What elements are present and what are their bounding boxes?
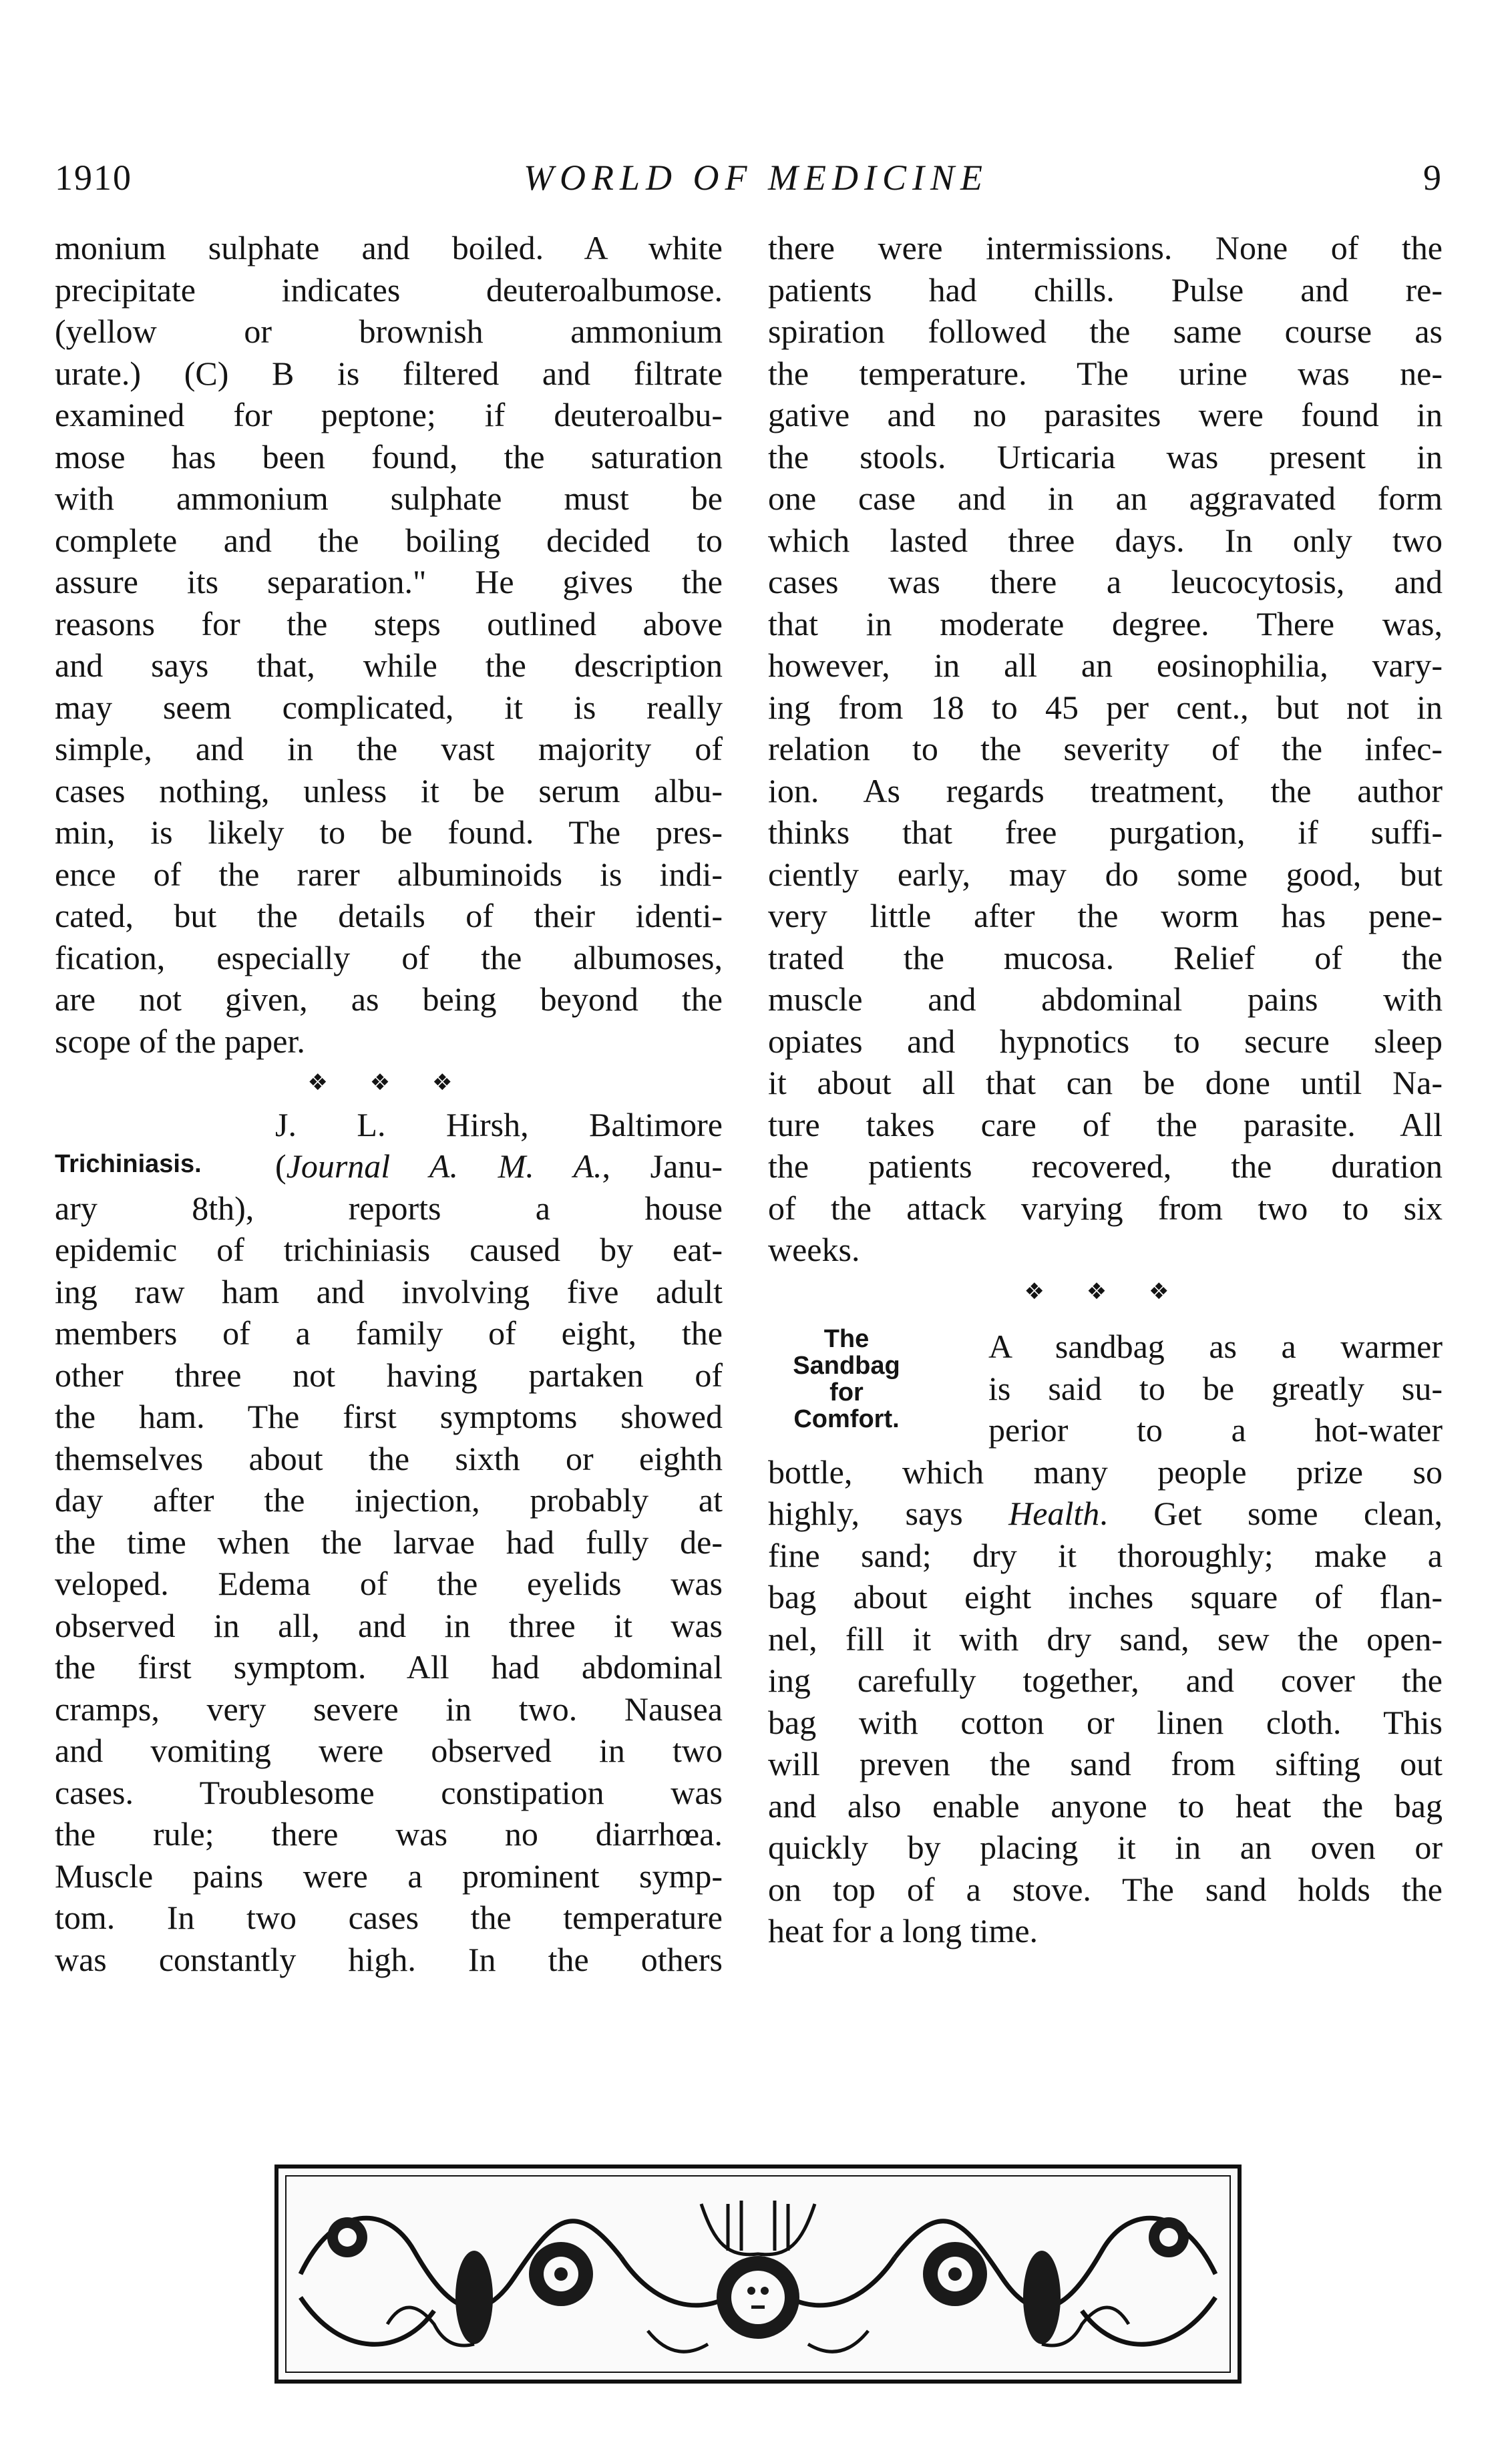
journal-name: Journal A. M. A.: [286, 1147, 602, 1185]
text-line: patients had chills. Pulse and re-: [768, 270, 1443, 309]
text-line: observed in all, and in three it was: [55, 1606, 723, 1644]
text-line: heat for a long time.: [768, 1912, 1038, 1949]
text-line: reasons for the steps outlined above: [55, 604, 723, 642]
sandbag-intro-line: A sandbag as a warmer: [988, 1328, 1443, 1365]
text-line: cases was there a leucocytosis, and: [768, 563, 1443, 600]
text-line: nel, fill it with dry sand, sew the open-: [768, 1620, 1443, 1658]
sandbag-body: [768, 1535, 1443, 1952]
text-line: ture takes care of the parasite. All: [768, 1105, 1443, 1143]
text-line: one case and in an aggravated form: [768, 480, 1443, 517]
text-line: mose has been found, the saturation: [55, 437, 723, 476]
trichiniasis-author-line: J. L. Hirsh, Baltimore: [275, 1105, 723, 1143]
text-line: urate.) (C) B is filtered and filtrate: [55, 354, 723, 392]
sandbag-body-line: bottle, which many people prize so: [768, 1453, 1443, 1491]
trichiniasis-continued-paragraph: [768, 227, 1443, 1271]
header-journal-title: WORLD OF MEDICINE: [524, 158, 988, 198]
text-line: cases nothing, unless it be serum albu-: [55, 771, 723, 809]
text-line: veloped. Edema of the eyelids was: [55, 1565, 723, 1602]
trichiniasis-citation-line: [275, 1145, 723, 1187]
text-line: ciently early, may do some good, but: [768, 855, 1443, 893]
text-line: themselves about the sixth or eighth: [55, 1439, 723, 1477]
text-line: gative and no parasites were found in: [768, 396, 1443, 433]
text-line: monium sulphate and boiled. A white: [55, 229, 723, 266]
text-line: relation to the severity of the infec-: [768, 730, 1443, 767]
text-line: the ham. The first symptoms showed: [55, 1398, 723, 1435]
sandbag-body-line: [768, 1493, 1443, 1535]
text-line: very little after the worm has pene-: [768, 897, 1443, 934]
text-line: on top of a stove. The sand holds the: [768, 1870, 1443, 1908]
left-column: [55, 227, 723, 1980]
urine-analysis-paragraph: [55, 227, 723, 1062]
source-journal-name: Health: [1008, 1495, 1100, 1532]
text-line: assure its separation." He gives the: [55, 563, 723, 600]
text-line: the time when the larvae had fully de-: [55, 1523, 723, 1561]
text-line: scope of the paper.: [55, 1022, 305, 1060]
decorative-tailpiece-ornament: [274, 2164, 1242, 2384]
text-line: and vomiting were observed in two: [55, 1732, 723, 1769]
text-line: ary 8th), reports a house: [55, 1189, 723, 1227]
text-fragment: highly, says: [768, 1495, 1009, 1532]
text-line: muscle and abdominal pains with: [768, 980, 1443, 1018]
text-line: epidemic of trichiniasis caused by eat-: [55, 1231, 723, 1268]
text-line: cated, but the details of their identi-: [55, 897, 723, 934]
trichiniasis-side-heading: Trichiniasis.: [55, 1149, 202, 1178]
text-line: the stools. Urticaria was present in: [768, 437, 1443, 476]
header-year: 1910: [55, 158, 132, 198]
text-line: cramps, very severe in two. Nausea: [55, 1690, 723, 1728]
text-line: there were intermissions. None of the: [768, 229, 1443, 266]
text-line: quickly by placing it in an oven or: [768, 1829, 1443, 1866]
text-line: cases. Troublesome constipation was: [55, 1773, 723, 1811]
sandbag-heading-line: The: [823, 1325, 870, 1353]
section-divider-ornament: ❖ ❖ ❖: [307, 1069, 470, 1096]
text-line: ing from 18 to 45 per cent., but not in: [768, 688, 1443, 726]
text-line: ing raw ham and involving five adult: [55, 1272, 723, 1310]
text-line: fication, especially of the albumoses,: [55, 938, 723, 976]
text-line: will preven the sand from sifting out: [768, 1745, 1443, 1782]
sandbag-heading-line: for: [829, 1378, 864, 1406]
text-line: the rule; there was no diarrhœa.: [55, 1815, 723, 1853]
text-line: ing carefully together, and cover the: [768, 1662, 1443, 1699]
text-line: was constantly high. In the others: [55, 1940, 723, 1978]
text-line: day after the injection, probably at: [55, 1481, 723, 1519]
citation-continuation: , Janu-: [602, 1147, 723, 1185]
text-line: with ammonium sulphate must be: [55, 480, 723, 517]
text-line: and also enable anyone to heat the bag: [768, 1787, 1443, 1825]
text-line: complete and the boiling decided to: [55, 521, 723, 559]
sandbag-heading-line: Sandbag: [793, 1352, 900, 1380]
text-line: that in moderate degree. There was,: [768, 604, 1443, 642]
sandbag-article: [768, 1326, 1443, 1952]
text-line: min, is likely to be found. The pres-: [55, 813, 723, 851]
citation-paren: (: [275, 1147, 287, 1185]
right-column: [768, 227, 1443, 1952]
text-line: bag with cotton or linen cloth. This: [768, 1703, 1443, 1741]
text-line: examined for peptone; if deuteroalbu-: [55, 396, 723, 433]
text-line: opiates and hypnotics to secure sleep: [768, 1022, 1443, 1060]
text-fragment: . Get some clean,: [1099, 1495, 1443, 1532]
text-line: fine sand; dry it thoroughly; make a: [768, 1536, 1443, 1574]
text-line: ence of the rarer albuminoids is indi-: [55, 855, 723, 893]
text-line: (yellow or brownish ammonium: [55, 313, 723, 350]
trichiniasis-article: [55, 1104, 723, 1981]
text-line: may seem complicated, it is really: [55, 688, 723, 726]
section-divider-ornament-2: ❖ ❖ ❖: [1024, 1278, 1187, 1305]
text-line: tom. In two cases the temperature: [55, 1899, 723, 1936]
text-line: the first symptom. All had abdominal: [55, 1648, 723, 1686]
text-line: thinks that free purgation, if suffi-: [768, 813, 1443, 851]
text-line: members of a family of eight, the: [55, 1314, 723, 1352]
text-line: it about all that can be done until Na-: [768, 1064, 1443, 1101]
text-line: other three not having partaken of: [55, 1356, 723, 1394]
text-line: the temperature. The urine was ne-: [768, 354, 1443, 392]
text-line: bag about eight inches square of flan-: [768, 1578, 1443, 1616]
text-line: which lasted three days. In only two: [768, 521, 1443, 559]
sandbag-heading-line: Comfort.: [793, 1405, 900, 1433]
text-line: of the attack varying from two to six: [768, 1189, 1443, 1227]
text-line: trated the mucosa. Relief of the: [768, 938, 1443, 976]
text-line: ion. As regards treatment, the author: [768, 771, 1443, 809]
text-line: Muscle pains were a prominent symp-: [55, 1857, 723, 1895]
text-line: the patients recovered, the duration: [768, 1147, 1443, 1185]
text-line: simple, and in the vast majority of: [55, 730, 723, 767]
sandbag-side-heading: [768, 1326, 925, 1433]
sandbag-intro-line: perior to a hot-water: [988, 1411, 1443, 1449]
text-line: spiration followed the same course as: [768, 313, 1443, 350]
text-line: however, in all an eosinophilia, vary-: [768, 646, 1443, 684]
text-line: and says that, while the description: [55, 646, 723, 684]
sandbag-intro-line: is said to be greatly su-: [988, 1369, 1443, 1407]
text-line: weeks.: [768, 1231, 860, 1268]
page-header: [0, 157, 1512, 210]
text-line: precipitate indicates deuteroalbumose.: [55, 270, 723, 309]
header-page-number: 9: [1423, 158, 1441, 198]
trichiniasis-body: [55, 1187, 723, 1981]
text-line: are not given, as being beyond the: [55, 980, 723, 1018]
